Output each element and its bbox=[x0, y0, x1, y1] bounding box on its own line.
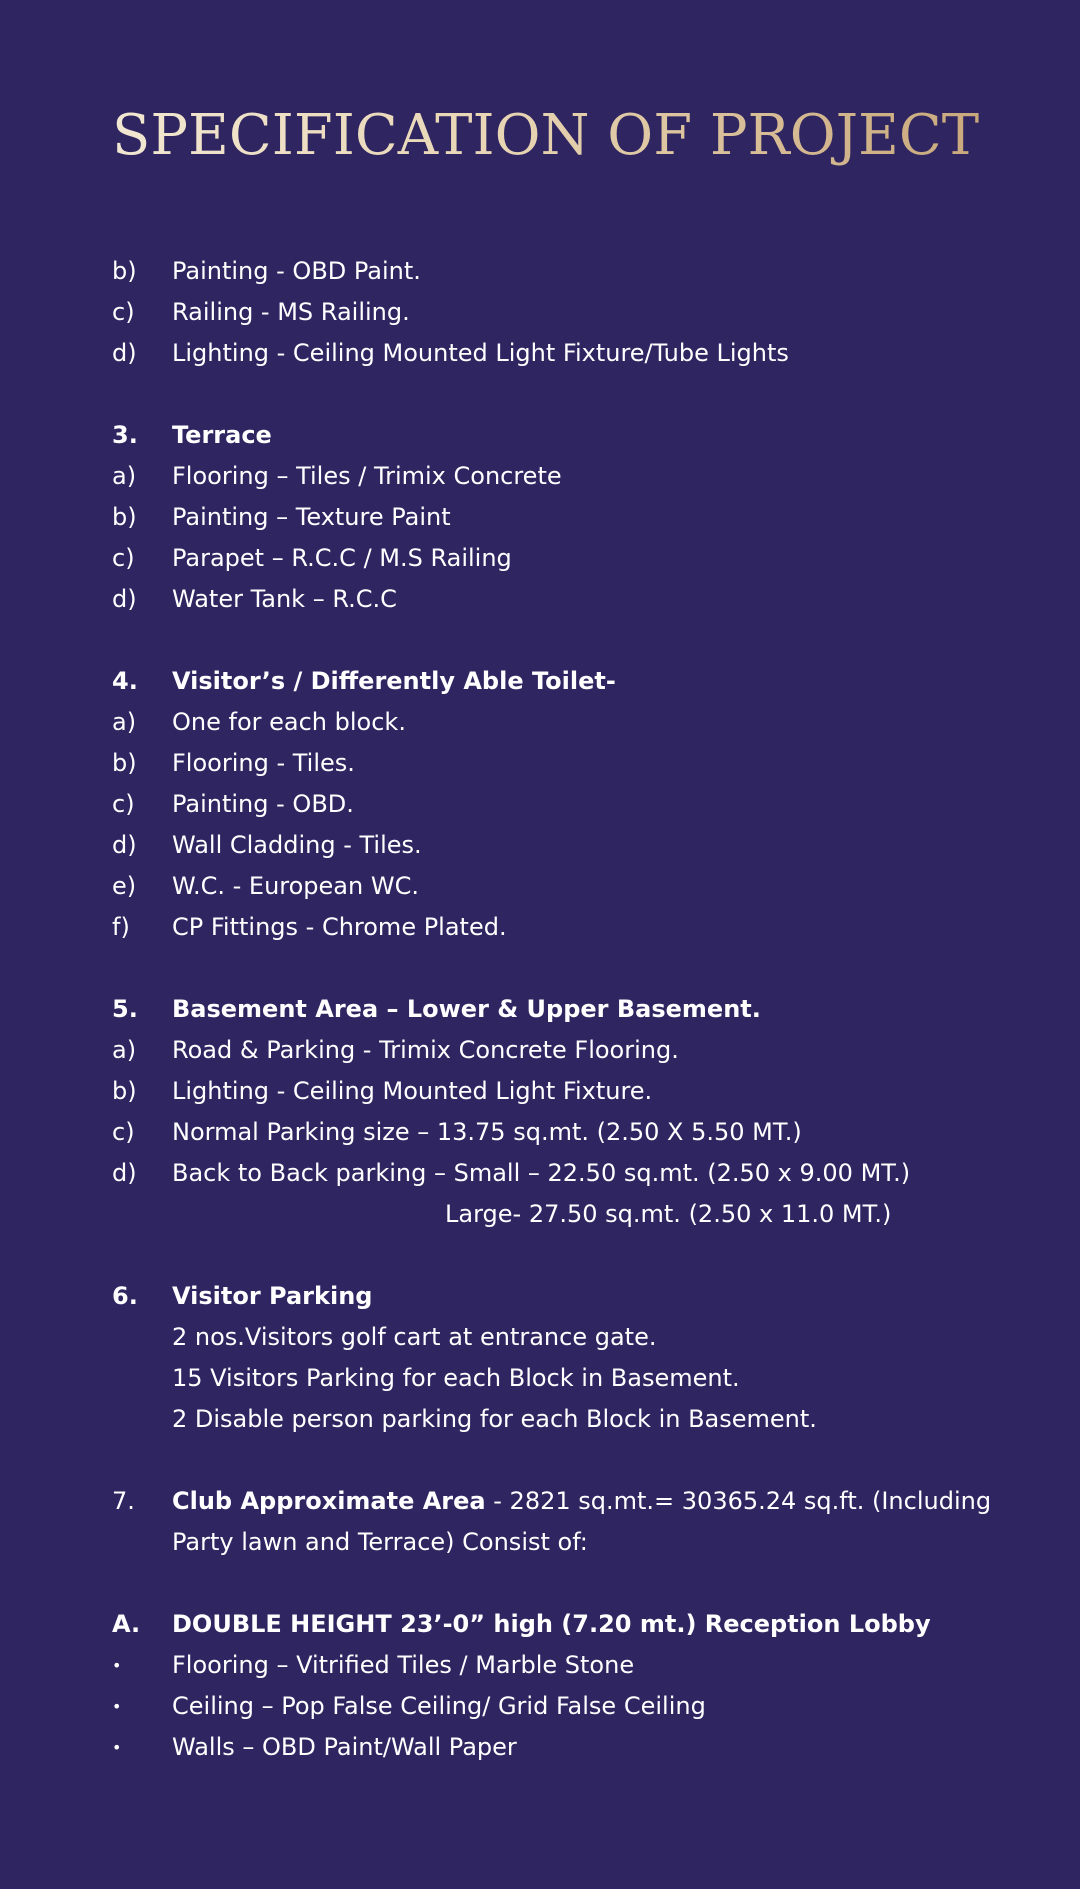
section-title: Visitor’s / Differently Able Toilet- bbox=[172, 667, 616, 695]
item-text: Flooring – Tiles / Trimix Concrete bbox=[172, 462, 562, 490]
item-text: One for each block. bbox=[172, 708, 406, 736]
bullet-icon: • bbox=[112, 1738, 122, 1757]
section-detail-continuation bbox=[0, 1522, 1080, 1563]
item-text: Large- 27.50 sq.mt. (2.50 x 11.0 MT.) bbox=[445, 1200, 892, 1228]
section-title: Club Approximate Area bbox=[172, 1487, 486, 1515]
list-item bbox=[0, 907, 1080, 948]
list-item bbox=[0, 251, 1080, 292]
item-text: W.C. - European WC. bbox=[172, 872, 419, 900]
item-text: Lighting - Ceiling Mounted Light Fixture/Tube Lights bbox=[172, 339, 789, 367]
section-number: 7. bbox=[112, 1487, 135, 1515]
list-item bbox=[0, 1727, 1080, 1768]
list-item bbox=[0, 1686, 1080, 1727]
item-text: 2 Disable person parking for each Block in Basement. bbox=[172, 1405, 817, 1433]
list-item bbox=[0, 333, 1080, 374]
section-title: Visitor Parking bbox=[172, 1282, 373, 1310]
item-marker: b) bbox=[112, 749, 137, 777]
list-item bbox=[0, 292, 1080, 333]
item-text: CP Fittings - Chrome Plated. bbox=[172, 913, 507, 941]
list-item bbox=[0, 1030, 1080, 1071]
section-title-line bbox=[172, 1481, 991, 1522]
list-item-continuation bbox=[0, 1194, 1080, 1235]
list-item bbox=[0, 784, 1080, 825]
item-text: Road & Parking - Trimix Concrete Flooring. bbox=[172, 1036, 679, 1064]
item-text: Painting – Texture Paint bbox=[172, 503, 451, 531]
section-title: Terrace bbox=[172, 421, 272, 449]
item-text: Lighting - Ceiling Mounted Light Fixture. bbox=[172, 1077, 653, 1105]
item-text: 15 Visitors Parking for each Block in Basement. bbox=[172, 1364, 740, 1392]
section-heading-basement bbox=[0, 989, 1080, 1030]
item-marker: d) bbox=[112, 831, 137, 859]
item-text: Flooring - Tiles. bbox=[172, 749, 355, 777]
item-text: Water Tank – R.C.C bbox=[172, 585, 397, 613]
section-title: DOUBLE HEIGHT 23’-0” high (7.20 mt.) Reception Lobby bbox=[172, 1610, 931, 1638]
item-marker: c) bbox=[112, 298, 135, 326]
item-text: Flooring – Vitrified Tiles / Marble Stone bbox=[172, 1651, 635, 1679]
list-item bbox=[0, 456, 1080, 497]
item-marker: a) bbox=[112, 462, 137, 490]
item-text: Painting - OBD. bbox=[172, 790, 354, 818]
list-item bbox=[0, 497, 1080, 538]
bullet-icon: • bbox=[112, 1656, 122, 1675]
section-number: 5. bbox=[112, 995, 138, 1023]
list-item bbox=[0, 743, 1080, 784]
list-item bbox=[0, 1358, 1080, 1399]
section-number: 4. bbox=[112, 667, 138, 695]
item-marker: b) bbox=[112, 503, 137, 531]
list-item bbox=[0, 1071, 1080, 1112]
item-marker: c) bbox=[112, 1118, 135, 1146]
item-text: Party lawn and Terrace) Consist of: bbox=[172, 1528, 588, 1556]
item-marker: d) bbox=[112, 339, 137, 367]
section-number: 3. bbox=[112, 421, 138, 449]
section-heading-club bbox=[0, 1481, 1080, 1522]
section-heading-terrace bbox=[0, 415, 1080, 456]
section-heading-toilet bbox=[0, 661, 1080, 702]
item-marker: c) bbox=[112, 790, 135, 818]
section-detail: - 2821 sq.mt.= 30365.24 sq.ft. (Including bbox=[485, 1487, 992, 1515]
item-marker: a) bbox=[112, 708, 137, 736]
item-marker: e) bbox=[112, 872, 137, 900]
item-marker: f) bbox=[112, 913, 130, 941]
item-text: Walls – OBD Paint/Wall Paper bbox=[172, 1733, 517, 1761]
item-marker: d) bbox=[112, 1159, 137, 1187]
list-item bbox=[0, 825, 1080, 866]
list-item bbox=[0, 538, 1080, 579]
item-text: Ceiling – Pop False Ceiling/ Grid False Ceiling bbox=[172, 1692, 706, 1720]
item-marker: a) bbox=[112, 1036, 137, 1064]
item-text: Normal Parking size – 13.75 sq.mt. (2.50 X 5.50 MT.) bbox=[172, 1118, 802, 1146]
list-item bbox=[0, 579, 1080, 620]
section-heading-lobby bbox=[0, 1604, 1080, 1645]
list-item bbox=[0, 866, 1080, 907]
item-marker: c) bbox=[112, 544, 135, 572]
list-item bbox=[0, 1645, 1080, 1686]
item-text: Painting - OBD Paint. bbox=[172, 257, 421, 285]
list-item bbox=[0, 1112, 1080, 1153]
item-marker: d) bbox=[112, 585, 137, 613]
section-title: Basement Area – Lower & Upper Basement. bbox=[172, 995, 761, 1023]
bullet-icon: • bbox=[112, 1697, 122, 1716]
item-marker: b) bbox=[112, 257, 137, 285]
list-item bbox=[0, 1317, 1080, 1358]
list-item bbox=[0, 702, 1080, 743]
item-text: Parapet – R.C.C / M.S Railing bbox=[172, 544, 512, 572]
list-item bbox=[0, 1153, 1080, 1194]
list-item bbox=[0, 1399, 1080, 1440]
item-text: 2 nos.Visitors golf cart at entrance gate. bbox=[172, 1323, 657, 1351]
item-text: Railing - MS Railing. bbox=[172, 298, 410, 326]
section-number: 6. bbox=[112, 1282, 138, 1310]
page-title: SPECIFICATION OF PROJECT bbox=[112, 100, 979, 172]
section-heading-visitor-parking bbox=[0, 1276, 1080, 1317]
item-marker: b) bbox=[112, 1077, 137, 1105]
section-letter: A. bbox=[112, 1610, 141, 1638]
item-text: Wall Cladding - Tiles. bbox=[172, 831, 422, 859]
item-text: Back to Back parking – Small – 22.50 sq.mt. (2.50 x 9.00 MT.) bbox=[172, 1159, 911, 1187]
